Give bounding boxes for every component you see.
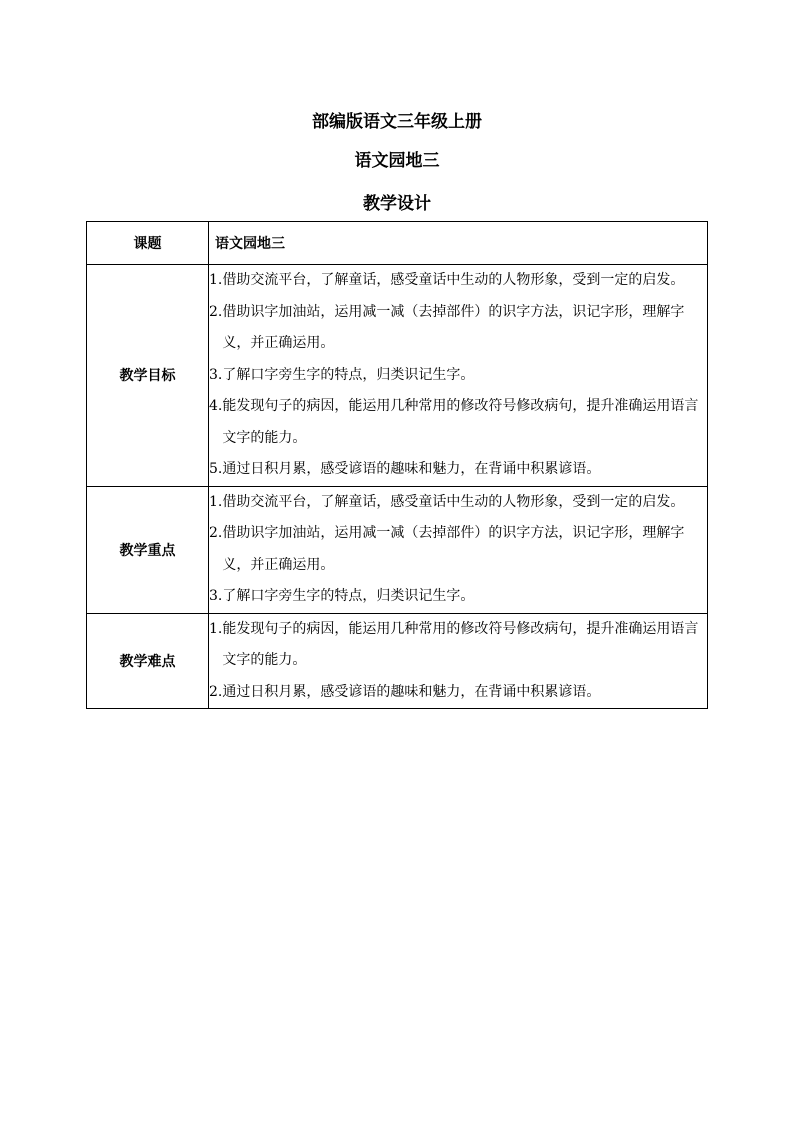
list-item (209, 391, 707, 454)
key-points-list (209, 487, 707, 613)
list-item (209, 518, 707, 581)
item-text: 借助交流平台，了解童话，感受童话中生动的人物形象，受到一定的启发。 (222, 272, 685, 288)
section-content (209, 265, 708, 487)
item-number: 3. (209, 366, 223, 383)
item-text: 能发现句子的病因，能运用几种常用的修改符号修改病句，提升准确运用语言文字的能力。 (222, 620, 699, 668)
topic-value: 语文园地三 (209, 222, 708, 265)
list-item (209, 360, 707, 392)
list-item (209, 454, 707, 486)
document-title: 部编版语文三年级上册 (312, 112, 482, 132)
item-text: 了解口字旁生字的特点，归类识记生字。 (222, 366, 475, 383)
section-content (209, 486, 708, 613)
section-row-key-points (87, 486, 708, 613)
list-item (209, 614, 707, 677)
item-text: 能发现句子的病因，能运用几种常用的修改符号修改病句，提升准确运用语言文字的能力。 (222, 398, 699, 446)
topic-row (87, 222, 708, 265)
item-number: 2. (209, 525, 223, 541)
item-text: 通过日积月累，感受谚语的趣味和魅力，在背诵中积累谚语。 (222, 461, 601, 477)
list-item (209, 297, 707, 360)
item-text: 借助交流平台，了解童话，感受童话中生动的人物形象，受到一定的启发。 (222, 493, 685, 510)
item-number: 4. (209, 398, 223, 414)
item-text: 通过日积月累，感受谚语的趣味和魅力，在背诵中积累谚语。 (222, 683, 601, 700)
difficulties-list (209, 614, 707, 709)
lesson-plan-table (86, 221, 708, 709)
item-number: 1. (209, 620, 223, 637)
section-row-difficulties (87, 613, 708, 709)
section-label: 教学目标 (87, 265, 209, 487)
item-number: 5. (209, 461, 223, 477)
item-number: 2. (209, 683, 223, 700)
item-number: 1. (209, 272, 223, 288)
lesson-title: 语文园地三 (354, 151, 440, 171)
section-row-objectives (87, 265, 708, 487)
section-label: 教学难点 (87, 613, 209, 709)
item-number: 1. (209, 493, 223, 510)
item-number: 2. (209, 303, 223, 320)
document-subtitle: 教学设计 (363, 194, 431, 214)
item-text: 借助识字加油站，运用减一减（去掉部件）的识字方法，识记字形，理解字义，并正确运用。 (222, 303, 685, 351)
item-number: 3. (209, 588, 223, 604)
section-label: 教学重点 (87, 486, 209, 613)
section-content (209, 613, 708, 709)
objectives-list (209, 265, 707, 486)
item-text: 借助识字加油站，运用减一减（去掉部件）的识字方法，识记字形，理解字义，并正确运用。 (222, 525, 685, 573)
list-item (209, 265, 707, 297)
item-text: 了解口字旁生字的特点，归类识记生字。 (222, 588, 475, 604)
topic-label: 课题 (87, 222, 209, 265)
list-item (209, 677, 707, 709)
list-item (209, 487, 707, 519)
list-item (209, 581, 707, 613)
